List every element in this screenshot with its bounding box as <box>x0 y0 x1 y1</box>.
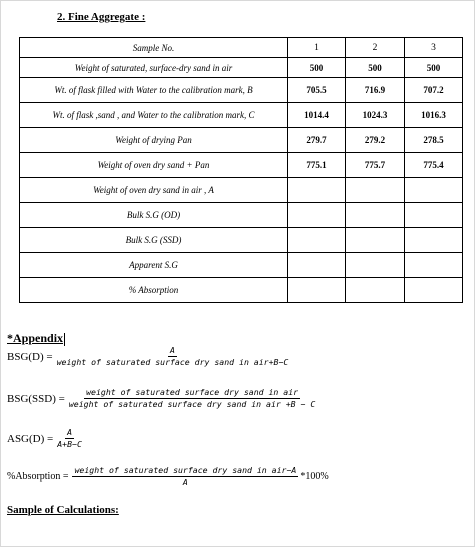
row-label: Weight of drying Pan <box>20 128 288 153</box>
fraction <box>67 387 317 410</box>
fraction <box>72 465 298 488</box>
row-label: Wt. of flask filled with Water to the calibration mark, B <box>20 78 288 103</box>
numerator: weight of saturated surface dry sand in air−A <box>74 465 297 475</box>
cell-value: 707.2 <box>405 78 463 103</box>
table-row <box>20 253 463 278</box>
table-row <box>20 228 463 253</box>
table-row <box>20 203 463 228</box>
table-row <box>20 278 463 303</box>
header-col-2: 2 <box>346 38 405 58</box>
fraction <box>55 345 291 368</box>
cell-value: 775.4 <box>405 153 463 178</box>
denominator: A <box>182 477 188 487</box>
table-row <box>20 178 463 203</box>
cell-value: 1024.3 <box>346 103 405 128</box>
cell-value: 278.5 <box>405 128 463 153</box>
cell-value <box>346 278 405 303</box>
formula-lhs: BSG(SSD) = <box>7 392 65 405</box>
cell-value <box>288 278 346 303</box>
table-row <box>20 128 463 153</box>
cell-value <box>346 253 405 278</box>
numerator: weight of saturated surface dry sand in air <box>86 387 299 397</box>
cell-value <box>405 203 463 228</box>
row-label: Weight of oven dry sand in air , A <box>20 178 288 203</box>
row-label: Bulk S.G (SSD) <box>20 228 288 253</box>
cell-value <box>405 228 463 253</box>
denominator: weight of saturated surface dry sand in air+B−C <box>56 357 289 367</box>
formula-suffix: *100% <box>300 471 329 482</box>
cell-value: 1014.4 <box>288 103 346 128</box>
calculations-heading: Sample of Calculations: <box>7 504 119 516</box>
appendix-heading-text: *Appendix <box>7 331 64 345</box>
formula-lhs: ASG(D) = <box>7 432 54 445</box>
cell-value <box>288 203 346 228</box>
text-cursor <box>64 333 65 346</box>
cell-value: 716.9 <box>346 78 405 103</box>
row-label: Wt. of flask ,sand , and Water to the calibration mark, C <box>20 103 288 128</box>
cell-value: 500 <box>405 58 463 78</box>
formula-bsg-ssd <box>7 387 319 410</box>
cell-value: 500 <box>346 58 405 78</box>
formula-asg-d <box>7 427 86 450</box>
cell-value <box>288 178 346 203</box>
denominator: A+B−C <box>57 439 82 449</box>
cell-value <box>346 178 405 203</box>
row-label: Weight of oven dry sand + Pan <box>20 153 288 178</box>
fraction <box>55 427 84 450</box>
appendix-heading <box>7 331 65 346</box>
table-row <box>20 103 463 128</box>
formula-bsg-d <box>7 345 292 368</box>
row-label: % Absorption <box>20 278 288 303</box>
cell-value: 279.2 <box>346 128 405 153</box>
cell-value <box>288 253 346 278</box>
formula-lhs: %Absorption = <box>7 471 69 482</box>
formula-absorption <box>7 465 329 488</box>
cell-value: 775.7 <box>346 153 405 178</box>
row-label: Bulk S.G (OD) <box>20 203 288 228</box>
fine-aggregate-table <box>19 37 463 303</box>
table-row <box>20 58 463 78</box>
cell-value <box>405 178 463 203</box>
header-sample-no: Sample No. <box>20 38 288 58</box>
cell-value: 279.7 <box>288 128 346 153</box>
cell-value: 1016.3 <box>405 103 463 128</box>
row-label: Weight of saturated, surface-dry sand in air <box>20 58 288 78</box>
cell-value: 500 <box>288 58 346 78</box>
table-row <box>20 78 463 103</box>
header-col-3: 3 <box>405 38 463 58</box>
table-header-row <box>20 38 463 58</box>
section-heading: 2. Fine Aggregate : <box>57 11 146 23</box>
numerator: A <box>170 345 175 355</box>
cell-value <box>405 253 463 278</box>
cell-value <box>346 203 405 228</box>
header-col-1: 1 <box>288 38 346 58</box>
denominator: weight of saturated surface dry sand in air +B − C <box>68 399 316 409</box>
cell-value <box>346 228 405 253</box>
cell-value: 705.5 <box>288 78 346 103</box>
row-label: Apparent S.G <box>20 253 288 278</box>
table-row <box>20 153 463 178</box>
numerator: A <box>67 427 73 437</box>
cell-value: 775.1 <box>288 153 346 178</box>
cell-value <box>405 278 463 303</box>
formula-lhs: BSG(D) = <box>7 350 53 363</box>
cell-value <box>288 228 346 253</box>
